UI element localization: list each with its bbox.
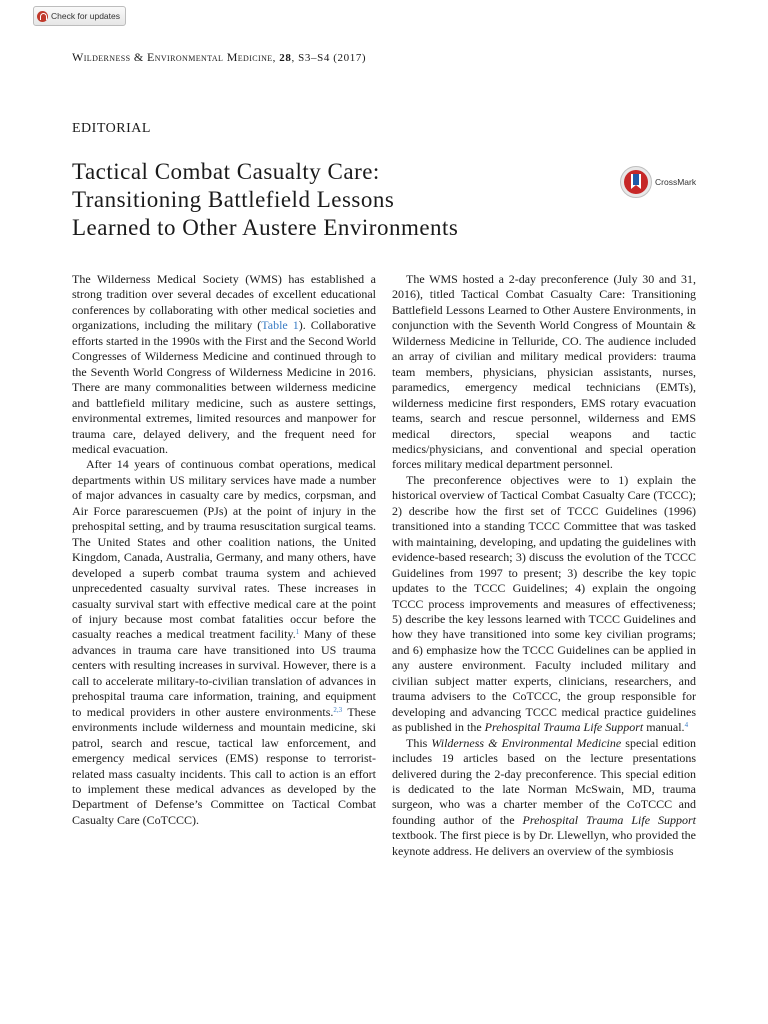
title-line: Tactical Combat Casualty Care: (72, 159, 380, 184)
reference-link[interactable]: 1 (295, 628, 300, 637)
crossmark-label: CrossMark (655, 177, 697, 187)
check-for-updates-label: Check for updates (51, 11, 120, 21)
body-paragraph: The WMS hosted a 2-day preconference (July 30 and 31, 2016), titled Tactical Combat Casualty Care: Transitioning Battlefield Lessons Learned to Other Austere Environments, in conjunction with the Seventh World Congress of Mountain & Wilderness Medicine in Telluride, CO. The audience included an array of civilian and military medical providers: trauma team members, physicians, physician assistants, nurses, paramedics, emergency medical technicians (EMTs), wilderness medicine first responders, EMS rotary evacuation teams, search and rescue personnel, wilderness and EMS medical directors, special weapons and tactic medics/physicians, and conventional and special operation forces military medical department personnel. (392, 272, 696, 472)
body-paragraph: The Wilderness Medical Society (WMS) has established a strong tradition over several decades of excellent educational conferences by collaborating with other medical societies and organizations, including the military (Table 1). Collaborative efforts started in the 1990s with the First and the Second World Congresses of Wilderness Medicine and continued through to the Seventh World Congress of Wilderness Medicine in 2016. There are many commonalities between wilderness medicine and battlefield military medicine, such as austere settings, environmental extremes, limited resources and manpower for trauma care, delayed delivery, and the frequent need for medical evacuation. (72, 272, 377, 456)
title-line: Learned to Other Austere Environments (72, 215, 459, 240)
journal-volume: 28 (279, 52, 292, 64)
section-label: EDITORIAL (72, 121, 151, 136)
body-paragraph: After 14 years of continuous combat operations, medical departments within US military services have made a number of major advances in casualty care by medics, corpsman, and Air Force pararescuemen (PJs) at the point of injury in the prehospital setting, and by trauma resuscitation surgical teams. The United States and other coalition nations, the United Kingdom, Canada, Australia, Germany, and many others, have developed a superb combat trauma system and achieved unprecedented casualty survival rates. These increases in casualty survival start with effective medical care at the point of injury because most combat fatalities occur before the casualty reaches a medical treatment facility.$^1$ Many of these advances in trauma care have transitioned into US trauma centers with resulting increases in survival. However, there is a call to accelerate military-to-civilian translation of advances in prehospital trauma care information, training, and equipment to medical providers in other austere environments.$^{2,3}$ These environments include wilderness and mountain medicine, ski patrol, search and rescue, tactical law enforcement, and emergency medical services (EMS) response to terrorist-related mass casualty incidents. This call to action is an effort to implement these medical advances as developed by the Department of Defense’s Committee on Tactical Combat Casualty Care (CoTCCC). (72, 457, 377, 827)
update-icon (37, 11, 48, 22)
reference-link[interactable]: 4 (684, 721, 689, 730)
article-title (72, 158, 592, 242)
title-line: Transitioning Battlefield Lessons (72, 187, 395, 212)
body-column-left (72, 272, 376, 828)
journal-pages: , S3–S4 (2017) (291, 52, 367, 64)
crossmark-badge[interactable] (619, 165, 696, 199)
check-for-updates-badge[interactable] (33, 6, 126, 26)
body-column-right (392, 272, 696, 859)
body-paragraph: The preconference objectives were to 1) explain the historical overview of Tactical Combat Casualty Care (TCCC); 2) describe how the first set of TCCC Guidelines (1996) transitioned into a standing TCCC Committee that was tasked with maintaining, developing, and updating the guidelines with evidence-based research; 3) discuss the evolution of the TCCC Guidelines from 1997 to present; 3) describe the key topic updates to the TCCC Guidelines; 4) explain the ongoing TCCC process improvements and measures of effectiveness; 5) describe the key lessons learned with TCCC Guidelines and how they have transitioned into some key civilian programs; and 6) emphasize how the TCCC Guidelines can be applied in any austere environment. Faculty included military and civilian subject matter experts, clinicians, researchers, and trauma advisers to the CoTCCC, the group responsible for developing and advancing TCCC medical practice guidelines as published in the Prehospital Trauma Life Support manual.$^4$ (392, 472, 696, 735)
journal-citation: Wilderness & Environmental Medicine, 28, S3–S4 (2017) (72, 50, 367, 64)
body-paragraph: This Wilderness & Environmental Medicine special edition includes 19 articles based on the lecture presentations delivered during the 2-day preconference. This special edition is dedicated to the late Norman McSwain, MD, trauma surgeon, who was a charter member of the CoTCCC and founding author of the Prehospital Trauma Life Support textbook. The first piece is by Dr. Llewellyn, who provided the keynote address. He delivers an overview of the symbiosis (392, 735, 696, 858)
reference-link[interactable]: 2,3 (333, 705, 343, 714)
journal-name: Wilderness & Environmental Medicine (72, 50, 273, 64)
table-1-link[interactable]: Table 1 (261, 318, 299, 333)
crossmark-icon (619, 165, 653, 199)
